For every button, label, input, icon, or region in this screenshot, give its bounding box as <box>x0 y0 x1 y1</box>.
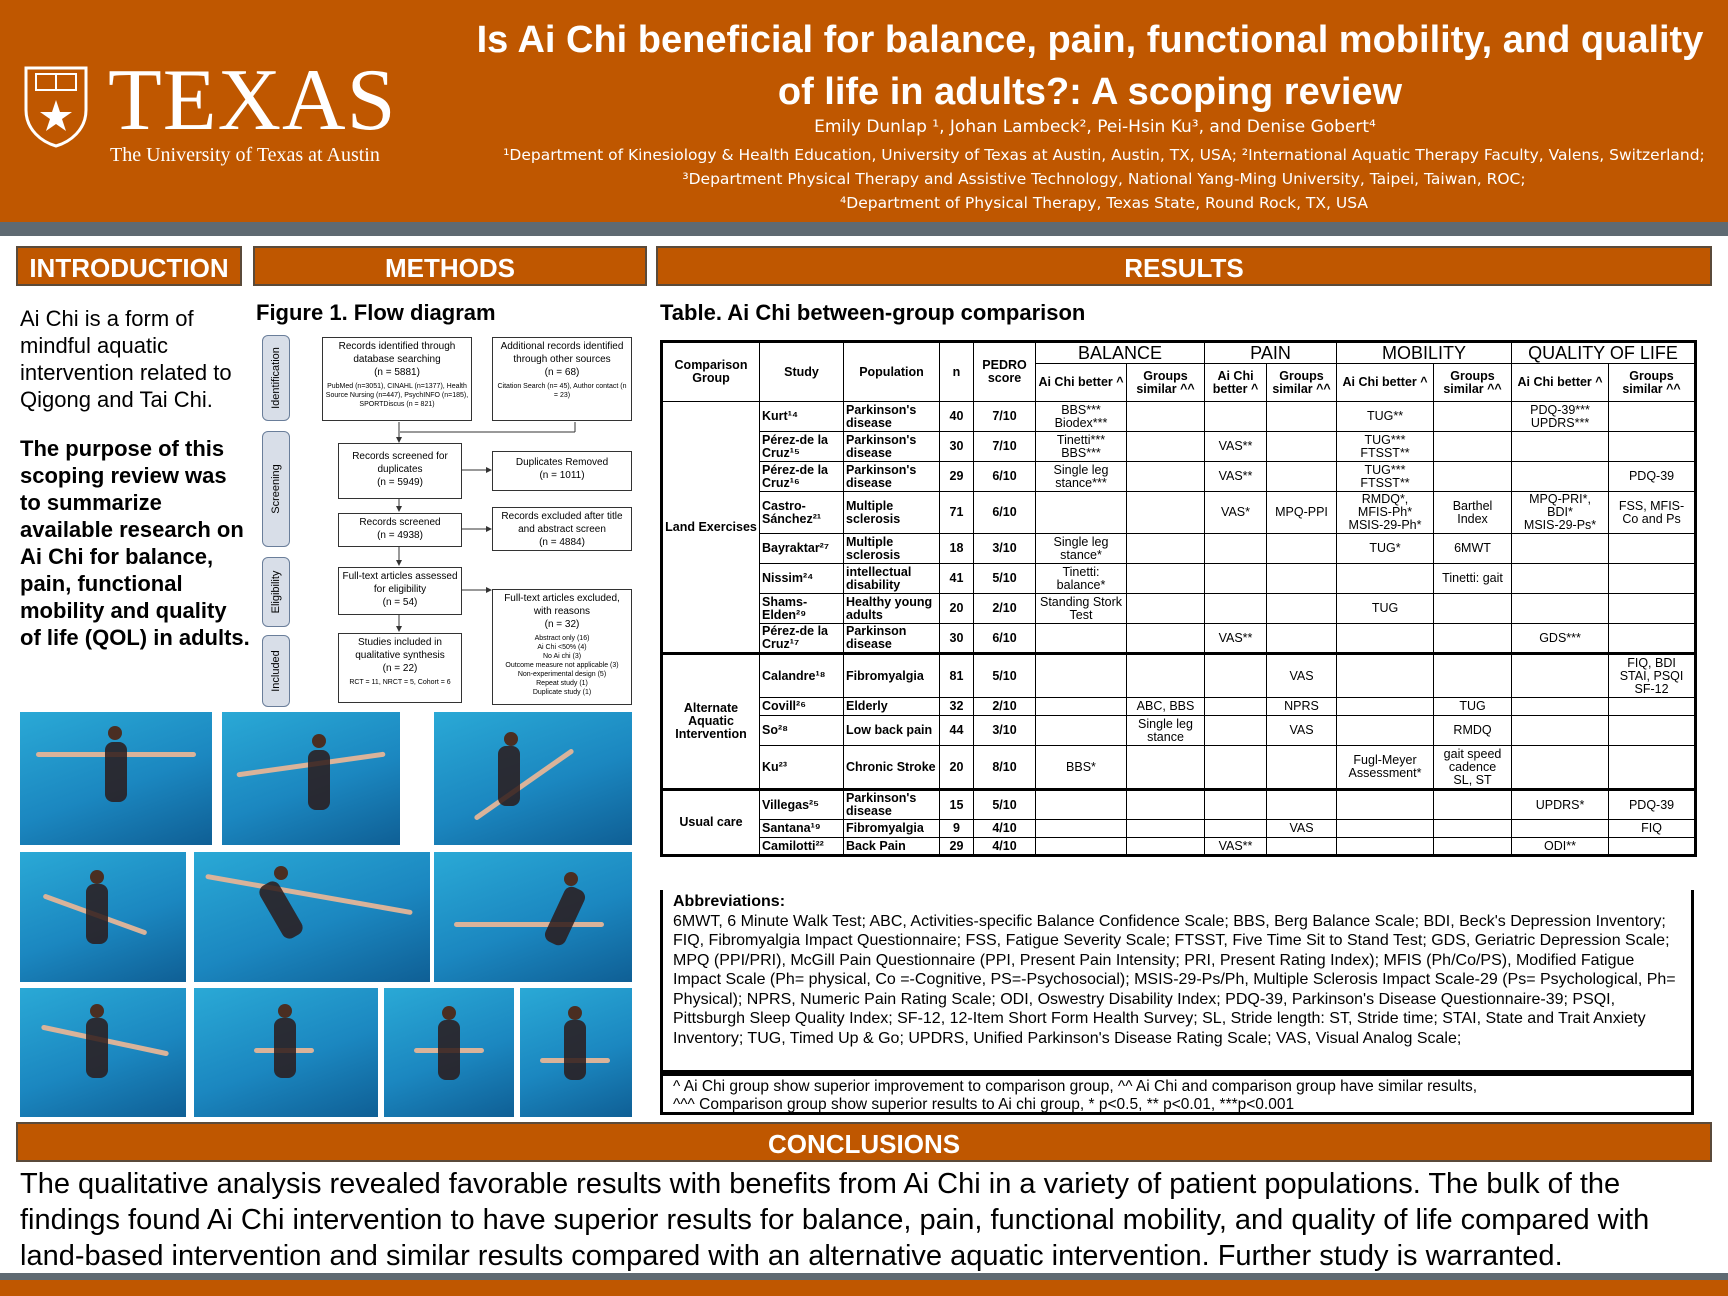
comparison-group-cell: Usual care <box>662 790 760 856</box>
study-cell: Shams-Elden²⁹ <box>760 594 844 624</box>
outcome-cell: TUG** <box>1337 402 1434 432</box>
table-row <box>662 654 1696 698</box>
table-row <box>662 432 1696 462</box>
outcome-cell: TUG <box>1434 698 1512 716</box>
outcome-cell <box>1609 564 1696 594</box>
outcome-cell: TUG <box>1337 594 1434 624</box>
ai-chi-pose-photo <box>222 712 400 845</box>
ai-chi-pose-photo <box>434 712 632 845</box>
results-table-body <box>662 402 1696 856</box>
table-row <box>662 790 1696 820</box>
outcome-cell <box>1337 624 1434 654</box>
outcome-cell <box>1205 564 1267 594</box>
n-cell: 29 <box>940 462 974 492</box>
outcome-cell <box>1036 624 1127 654</box>
outcome-cell <box>1512 594 1609 624</box>
table-row <box>662 534 1696 564</box>
subheader-groups-similar: Groups similar ^^ <box>1434 364 1512 402</box>
conclusions-body: The qualitative analysis revealed favorable results with benefits from Ai Chi in a variety of patient populations. The bulk of the findings found Ai Chi intervention to have superior results for balance, pain, functional mobility, and quality of life compared with land-based intervention and similar results compared with an alternative aquatic intervention. Further study is warranted. <box>20 1168 1650 1272</box>
outcome-cell: Tinetti: gait <box>1434 564 1512 594</box>
outcome-cell <box>1036 698 1127 716</box>
population-cell: Healthy young adults <box>844 594 940 624</box>
outcome-cell: VAS <box>1267 820 1337 838</box>
outcome-cell <box>1267 402 1337 432</box>
table-row <box>662 402 1696 432</box>
abbreviations-box <box>660 890 1694 1073</box>
outcome-cell: RMDQ*, MFIS-Ph* MSIS-29-Ph* <box>1337 492 1434 534</box>
study-cell: Bayraktar²⁷ <box>760 534 844 564</box>
outcome-cell: TUG*** FTSST** <box>1337 462 1434 492</box>
header-pedro: PEDRO score <box>974 342 1036 402</box>
ai-chi-pose-photo <box>20 852 186 982</box>
table-row <box>662 716 1696 746</box>
domain-header-mobility: MOBILITY <box>1337 342 1512 364</box>
pedro-score-cell: 5/10 <box>974 790 1036 820</box>
table-row <box>662 820 1696 838</box>
outcome-cell <box>1127 564 1205 594</box>
outcome-cell <box>1609 746 1696 790</box>
domain-header-quality-of-life: QUALITY OF LIFE <box>1512 342 1696 364</box>
outcome-cell <box>1127 820 1205 838</box>
outcome-cell <box>1127 838 1205 856</box>
table-row <box>662 698 1696 716</box>
population-cell: Fibromyalgia <box>844 654 940 698</box>
outcome-cell <box>1512 820 1609 838</box>
outcome-cell <box>1205 716 1267 746</box>
outcome-cell <box>1127 462 1205 492</box>
outcome-cell <box>1434 790 1512 820</box>
n-cell: 30 <box>940 624 974 654</box>
pedro-score-cell: 2/10 <box>974 698 1036 716</box>
population-cell: Chronic Stroke <box>844 746 940 790</box>
study-cell: Santana¹⁹ <box>760 820 844 838</box>
exclusion-reason: Ai Chi <50% (4) <box>537 644 587 651</box>
outcome-cell <box>1512 462 1609 492</box>
exclusion-reason: Repeat study (1) <box>536 680 588 687</box>
outcome-cell: TUG* <box>1337 534 1434 564</box>
outcome-cell <box>1337 716 1434 746</box>
ai-chi-photo-grid <box>20 712 632 1117</box>
ai-chi-pose-photo <box>194 852 430 982</box>
header-divider <box>0 222 1728 236</box>
study-cell: Pérez-de la Cruz¹⁷ <box>760 624 844 654</box>
outcome-cell <box>1434 624 1512 654</box>
outcome-cell: RMDQ <box>1434 716 1512 746</box>
table-row <box>662 594 1696 624</box>
pedro-score-cell: 4/10 <box>974 820 1036 838</box>
poster-footer <box>0 1280 1728 1296</box>
outcome-cell: VAS** <box>1205 838 1267 856</box>
outcome-cell <box>1609 698 1696 716</box>
exclusion-reason: Duplicate study (1) <box>532 689 592 696</box>
pedro-score-cell: 2/10 <box>974 594 1036 624</box>
population-cell: intellectual disability <box>844 564 940 594</box>
stage-eligibility: Eligibility <box>262 557 290 627</box>
box-records-screened: Records screened (n = 4938) <box>338 513 462 547</box>
pedro-score-cell: 6/10 <box>974 462 1036 492</box>
outcome-cell <box>1127 746 1205 790</box>
outcome-cell <box>1127 594 1205 624</box>
n-cell: 81 <box>940 654 974 698</box>
study-cell: Nissim²⁴ <box>760 564 844 594</box>
study-cell: Ku²³ <box>760 746 844 790</box>
table-row <box>662 838 1696 856</box>
pedro-score-cell: 3/10 <box>974 716 1036 746</box>
pedro-score-cell: 6/10 <box>974 492 1036 534</box>
box-fulltext-assessed: Full-text articles assessed for eligibility (n = 54) <box>338 567 462 615</box>
table-row <box>662 492 1696 534</box>
outcome-cell <box>1127 492 1205 534</box>
outcome-cell <box>1434 820 1512 838</box>
outcome-cell <box>1434 594 1512 624</box>
outcome-cell <box>1609 432 1696 462</box>
outcome-cell <box>1609 534 1696 564</box>
outcome-cell: PDQ-39*** UPDRS*** <box>1512 402 1609 432</box>
stage-screening: Screening <box>262 431 290 547</box>
n-cell: 18 <box>940 534 974 564</box>
outcome-cell <box>1205 746 1267 790</box>
outcome-cell <box>1512 746 1609 790</box>
table-title: Table. Ai Chi between-group comparison <box>660 300 1086 325</box>
section-header-methods: METHODS <box>253 246 647 286</box>
population-cell: Fibromyalgia <box>844 820 940 838</box>
study-cell: So²⁸ <box>760 716 844 746</box>
n-cell: 29 <box>940 838 974 856</box>
author-list: Emily Dunlap ¹, Johan Lambeck², Pei-Hsin Ku³, and Denise Gobert⁴ <box>814 117 1376 137</box>
outcome-cell <box>1434 838 1512 856</box>
population-cell: Low back pain <box>844 716 940 746</box>
outcome-cell <box>1512 564 1609 594</box>
outcome-cell <box>1036 654 1127 698</box>
outcome-cell <box>1609 594 1696 624</box>
subheader-ai-chi-better: Ai Chi better ^ <box>1205 364 1267 402</box>
outcome-cell: Single leg stance <box>1127 716 1205 746</box>
outcome-cell <box>1609 402 1696 432</box>
outcome-cell <box>1609 624 1696 654</box>
population-cell: Back Pain <box>844 838 940 856</box>
domain-header-pain: PAIN <box>1205 342 1337 364</box>
study-cell: Camilotti²² <box>760 838 844 856</box>
outcome-cell <box>1267 624 1337 654</box>
subheader-ai-chi-better: Ai Chi better ^ <box>1512 364 1609 402</box>
outcome-cell <box>1127 654 1205 698</box>
outcome-cell: VAS** <box>1205 432 1267 462</box>
outcome-cell <box>1337 790 1434 820</box>
ut-austin-logo <box>22 52 397 172</box>
outcome-cell: gait speed cadence SL, ST <box>1434 746 1512 790</box>
section-header-conclusions: CONCLUSIONS <box>16 1122 1712 1162</box>
box-other-sources: Additional records identified through other sources (n = 68) Citation Search (n= 45), Author contact (n = 23) <box>492 337 632 421</box>
abbreviations-title: Abbreviations: <box>673 893 786 910</box>
outcome-cell: FIQ, BDI STAI, PSQI SF-12 <box>1609 654 1696 698</box>
outcome-cell <box>1434 462 1512 492</box>
outcome-cell <box>1267 594 1337 624</box>
ai-chi-pose-photo <box>194 988 378 1117</box>
outcome-cell: FIQ <box>1609 820 1696 838</box>
table-note: ^ Ai Chi group show superior improvement to comparison group, ^^ Ai Chi and comparison group have similar results, <box>673 1078 1478 1095</box>
outcome-cell <box>1337 654 1434 698</box>
header-population: Population <box>844 342 940 402</box>
table-notes <box>660 1073 1694 1115</box>
n-cell: 20 <box>940 594 974 624</box>
outcome-cell: Tinetti*** BBS*** <box>1036 432 1127 462</box>
population-cell: Parkinson's disease <box>844 402 940 432</box>
n-cell: 15 <box>940 790 974 820</box>
outcome-cell <box>1205 820 1267 838</box>
box-fulltext-excluded: Full-text articles excluded, with reasons (n = 32) Abstract only (16) Ai Chi <50% (4) No Ai chi (3) Outcome measure not applicable (3) Non-experimental design (5) Repeat study (1) Duplicate study (1) <box>492 589 632 705</box>
pedro-score-cell: 5/10 <box>974 654 1036 698</box>
outcome-cell <box>1036 716 1127 746</box>
study-cell: Castro-Sánchez²¹ <box>760 492 844 534</box>
outcome-cell: BBS*** Biodex*** <box>1036 402 1127 432</box>
stage-included: Included <box>262 635 290 707</box>
outcome-cell <box>1127 624 1205 654</box>
ai-chi-pose-photo <box>520 988 632 1117</box>
population-cell: Parkinson's disease <box>844 790 940 820</box>
outcome-cell: VAS** <box>1205 624 1267 654</box>
pedro-score-cell: 7/10 <box>974 432 1036 462</box>
outcome-cell: NPRS <box>1267 698 1337 716</box>
outcome-cell: 6MWT <box>1434 534 1512 564</box>
table-row <box>662 462 1696 492</box>
outcome-cell <box>1434 432 1512 462</box>
ai-chi-pose-photo <box>384 988 514 1117</box>
abbreviations-text: 6MWT, 6 Minute Walk Test; ABC, Activities-specific Balance Confidence Scale; BBS, Berg Balance Scale; BDI, Beck's Depression Inventory; FIQ, Fibromyalgia Impact Questionnaire; FSS, Fatigue Severity Scale; FTSST, Five Time Sit to Stand Test; GDS, Geriatric Depression Scale; MPQ (PPI/PRI), McGill Pain Questionnaire (PPI, Present Pain Intensity; PRI, Present Rating Index); MFIS (Ph/Co/PS), Modified Fatigue Impact Scale (Ph= physical, Co =-Cognitive, PS=-Psychosocial); MSIS-29-Ps/Ph, Multiple Sclerosis Impact Scale-29 (Ps= Psychological, Ph= Physical); NPRS, Numeric Pain Rating Scale; ODI, Oswestry Disability Index; PDQ-39, Parkinson's Disease Questionnaire-39; PSQI, Pittsburgh Sleep Quality Index; SF-12, 12-Item Short Form Health Survey; SL, Stride length: ST, Stride time; STAI, State and Trait Anxiety Inventory; TUG, Timed Up & Go; UPDRS, Unified Parkinson's Disease Rating Scale; VAS, Visual Analog Scale; <box>673 912 1676 1047</box>
outcome-cell <box>1512 432 1609 462</box>
population-cell: Elderly <box>844 698 940 716</box>
table-row <box>662 746 1696 790</box>
pedro-score-cell: 3/10 <box>974 534 1036 564</box>
outcome-cell <box>1205 594 1267 624</box>
n-cell: 71 <box>940 492 974 534</box>
poster-title: Is Ai Chi beneficial for balance, pain, functional mobility, and quality of life in adults?: A scoping review <box>476 19 1704 113</box>
outcome-cell: Fugl-Meyer Assessment* <box>1337 746 1434 790</box>
n-cell: 30 <box>940 432 974 462</box>
study-cell: Villegas²⁵ <box>760 790 844 820</box>
outcome-cell <box>1205 790 1267 820</box>
outcome-cell <box>1512 534 1609 564</box>
outcome-cell: ODI** <box>1512 838 1609 856</box>
outcome-cell <box>1267 564 1337 594</box>
population-cell: Multiple sclerosis <box>844 534 940 564</box>
pedro-score-cell: 8/10 <box>974 746 1036 790</box>
outcome-cell: Single leg stance*** <box>1036 462 1127 492</box>
logo-wordmark: TEXAS <box>108 52 397 149</box>
outcome-cell <box>1512 698 1609 716</box>
outcome-cell <box>1127 402 1205 432</box>
outcome-cell <box>1036 492 1127 534</box>
subheader-groups-similar: Groups similar ^^ <box>1267 364 1337 402</box>
results-table-frame <box>660 340 1694 857</box>
outcome-cell <box>1337 838 1434 856</box>
stage-identification: Identification <box>262 335 290 421</box>
outcome-cell <box>1205 654 1267 698</box>
box-records-excluded: Records excluded after title and abstract screen (n = 4884) <box>492 507 632 551</box>
pedro-score-cell: 5/10 <box>974 564 1036 594</box>
domain-header-balance: BALANCE <box>1036 342 1205 364</box>
outcome-cell: Single leg stance* <box>1036 534 1127 564</box>
outcome-cell <box>1127 790 1205 820</box>
box-studies-included: Studies included in qualitative synthesis (n = 22) RCT = 11, NRCT = 5, Cohort = 6 <box>338 633 462 703</box>
outcome-cell: VAS* <box>1205 492 1267 534</box>
population-cell: Multiple sclerosis <box>844 492 940 534</box>
outcome-cell <box>1434 402 1512 432</box>
study-cell: Calandre¹⁸ <box>760 654 844 698</box>
outcome-cell <box>1434 654 1512 698</box>
table-row <box>662 564 1696 594</box>
population-cell: Parkinson's disease <box>844 462 940 492</box>
exclusion-reason: Non-experimental design (5) <box>517 671 607 678</box>
outcome-cell: FSS, MFIS-Co and Ps <box>1609 492 1696 534</box>
outcome-cell <box>1267 432 1337 462</box>
box-database-search: Records identified through database searching (n = 5881) PubMed (n=3051), CINAHL (n=1377), Health Source Nursing (n=447), PsychINFO (n=185), SPORTDiscus (n = 821) <box>322 337 472 421</box>
intro-paragraph: Ai Chi is a form of mindful aquatic intervention related to Qigong and Tai Chi. <box>20 306 232 412</box>
ai-chi-pose-photo <box>20 712 212 845</box>
outcome-cell: ABC, BBS <box>1127 698 1205 716</box>
outcome-cell: UPDRS* <box>1512 790 1609 820</box>
outcome-cell <box>1267 534 1337 564</box>
table-row <box>662 624 1696 654</box>
pedro-score-cell: 4/10 <box>974 838 1036 856</box>
outcome-cell <box>1205 698 1267 716</box>
outcome-cell <box>1036 838 1127 856</box>
outcome-cell <box>1127 432 1205 462</box>
affiliation-line: ⁴Department of Physical Therapy, Texas State, Round Rock, TX, USA <box>840 194 1368 212</box>
outcome-cell: VAS** <box>1205 462 1267 492</box>
n-cell: 20 <box>940 746 974 790</box>
poster-header <box>0 0 1728 222</box>
outcome-cell: Standing Stork Test <box>1036 594 1127 624</box>
outcome-cell <box>1205 534 1267 564</box>
outcome-cell: VAS <box>1267 716 1337 746</box>
population-cell: Parkinson's disease <box>844 432 940 462</box>
study-cell: Kurt¹⁴ <box>760 402 844 432</box>
outcome-cell <box>1267 746 1337 790</box>
outcome-cell: Barthel Index <box>1434 492 1512 534</box>
outcome-cell: PDQ-39 <box>1609 462 1696 492</box>
subheader-ai-chi-better: Ai Chi better ^ <box>1036 364 1127 402</box>
box-duplicate-screen: Records screened for duplicates (n = 5949) <box>338 443 462 499</box>
outcome-cell <box>1512 654 1609 698</box>
affiliation-line: ³Department Physical Therapy and Assistive Technology, National Yang-Ming University, Taipei, Taiwan, ROC; <box>682 170 1526 188</box>
outcome-cell <box>1267 838 1337 856</box>
outcome-cell <box>1036 820 1127 838</box>
logo-subtitle: The University of Texas at Austin <box>110 144 380 166</box>
purpose-statement: The purpose of this scoping review was to summarize available research on Ai Chi for balance, pain, functional mobility and quality of life (QOL) in adults. <box>20 436 250 650</box>
exclusion-reason: No Ai chi (3) <box>542 653 582 660</box>
n-cell: 41 <box>940 564 974 594</box>
section-header-introduction: INTRODUCTION <box>16 246 242 286</box>
outcome-cell: MPQ-PRI*, BDI* MSIS-29-Ps* <box>1512 492 1609 534</box>
outcome-cell <box>1337 820 1434 838</box>
outcome-cell: TUG*** FTSST** <box>1337 432 1434 462</box>
pedro-score-cell: 6/10 <box>974 624 1036 654</box>
header-n: n <box>940 342 974 402</box>
outcome-cell: Tinetti: balance* <box>1036 564 1127 594</box>
outcome-cell <box>1609 838 1696 856</box>
affiliations <box>480 143 1728 215</box>
footer-divider <box>0 1273 1728 1280</box>
subheader-ai-chi-better: Ai Chi better ^ <box>1337 364 1434 402</box>
pedro-score-cell: 7/10 <box>974 402 1036 432</box>
outcome-cell <box>1205 402 1267 432</box>
outcome-cell <box>1512 716 1609 746</box>
outcome-cell <box>1036 790 1127 820</box>
n-cell: 32 <box>940 698 974 716</box>
n-cell: 9 <box>940 820 974 838</box>
header-comparison-group: Comparison Group <box>662 342 760 402</box>
outcome-cell: BBS* <box>1036 746 1127 790</box>
outcome-cell: GDS*** <box>1512 624 1609 654</box>
outcome-cell <box>1127 534 1205 564</box>
section-header-results: RESULTS <box>656 246 1712 286</box>
subheader-groups-similar: Groups similar ^^ <box>1127 364 1205 402</box>
outcome-cell <box>1267 790 1337 820</box>
outcome-cell <box>1337 564 1434 594</box>
outcome-cell: VAS <box>1267 654 1337 698</box>
comparison-group-cell: Alternate Aquatic Intervention <box>662 654 760 790</box>
population-cell: Parkinson disease <box>844 624 940 654</box>
exclusion-reason: Outcome measure not applicable (3) <box>505 662 619 669</box>
ai-chi-pose-photo <box>20 988 186 1117</box>
outcome-cell: MPQ-PPI <box>1267 492 1337 534</box>
outcome-cell <box>1337 698 1434 716</box>
outcome-cell <box>1609 716 1696 746</box>
subheader-groups-similar: Groups similar ^^ <box>1609 364 1696 402</box>
n-cell: 44 <box>940 716 974 746</box>
box-duplicates-removed: Duplicates Removed (n = 1011) <box>492 451 632 491</box>
prisma-flow-diagram <box>260 335 640 705</box>
study-cell: Pérez-de la Cruz¹⁵ <box>760 432 844 462</box>
header-study: Study <box>760 342 844 402</box>
introduction-body <box>20 305 250 651</box>
n-cell: 40 <box>940 402 974 432</box>
figure-title: Figure 1. Flow diagram <box>256 300 496 325</box>
affiliation-line: ¹Department of Kinesiology & Health Education, University of Texas at Austin, Austin, TX, USA; ²International Aquatic Therapy Faculty, Valens, Switzerland; <box>503 146 1705 164</box>
results-table <box>660 340 1697 857</box>
outcome-cell: PDQ-39 <box>1609 790 1696 820</box>
exclusion-reasons <box>495 634 629 697</box>
exclusion-reason: Abstract only (16) <box>534 635 590 642</box>
ai-chi-pose-photo <box>434 852 632 982</box>
study-cell: Covill²⁶ <box>760 698 844 716</box>
table-note: ^^^ Comparison group show superior results to Ai chi group, * p<0.5, ** p<0.01, ***p<0.001 <box>673 1096 1295 1113</box>
ut-seal-icon <box>22 64 90 148</box>
outcome-cell <box>1267 462 1337 492</box>
study-cell: Pérez-de la Cruz¹⁶ <box>760 462 844 492</box>
comparison-group-cell: Land Exercises <box>662 402 760 654</box>
